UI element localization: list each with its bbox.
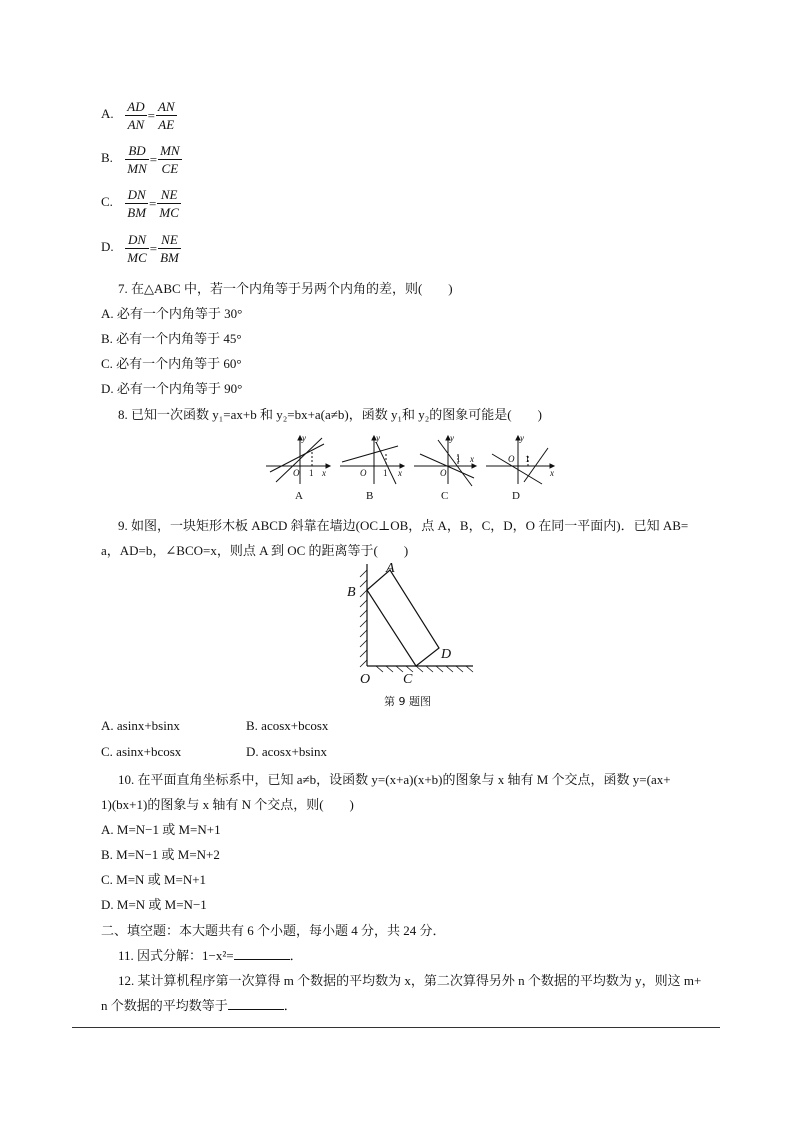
q9-stem-line1: 9. 如图，一块矩形木板 ABCD 斜靠在墙边(OC⊥OB，点 A，B，C，D，O 在同一平面内)．已知 AB= [118, 518, 689, 533]
q9-option-c: C. asinx+bcosx [101, 744, 182, 759]
svg-text:O: O [508, 454, 515, 464]
svg-text:x: x [470, 454, 474, 464]
q9-option-d: D. acosx+bsinx [246, 744, 327, 759]
q9-figure [340, 556, 480, 686]
q12-line2: n 个数据的平均数等于 ． [101, 998, 297, 1013]
fraction: $\frac{DN}{MC}$ [127, 232, 147, 265]
section-heading: 二、填空题：本大题共有 6 个小题，每小题 4 分，共 24 分． [101, 923, 446, 938]
point-o-label: O [360, 672, 371, 686]
q11: 11. 因式分解：1−x²= ． [118, 948, 303, 963]
q6-option-d: D. $\frac{DN}{MC}$ = $\frac{NE}{BM}$ [101, 232, 179, 265]
q6-option-b: B. $\frac{BD}{MN}$ = $\frac{MN}{CE}$ [101, 143, 180, 176]
q12-stem-line1: 12. 某计算机程序第一次算得 m 个数据的平均数为 x，第二次算得另外 n 个数据的平均数为 y，则这 m+ [118, 973, 702, 988]
svg-text:O: O [440, 468, 447, 478]
q9-stem-line2: a，AD=b，∠BCO=x，则点 A 到 OC 的距离等于( ) [101, 543, 409, 558]
point-a-label: A [386, 561, 395, 576]
q7-option: A. 必有一个内角等于 30° [101, 306, 243, 321]
q9-option-a: A. asinx+bsinx [101, 718, 180, 733]
svg-text:y: y [376, 433, 380, 443]
fraction: $\frac{AD}{AN}$ [127, 99, 145, 132]
answer-blank[interactable] [228, 997, 284, 1010]
q10-option: A. M=N−1 或 M=N+1 [101, 822, 221, 837]
svg-text:1: 1 [309, 468, 314, 478]
fraction: $\frac{BD}{MN}$ [127, 143, 147, 176]
q10-option: D. M=N 或 M=N−1 [101, 897, 207, 912]
svg-text:y: y [520, 433, 524, 443]
q12-stem-line2: n 个数据的平均数等于 [101, 998, 228, 1013]
q6-option-c: C. $\frac{DN}{BM}$ = $\frac{NE}{MC}$ [101, 187, 179, 220]
point-d-label: D [441, 647, 452, 662]
svg-text:1: 1 [525, 454, 530, 464]
svg-text:x: x [322, 468, 326, 478]
q8-graphs [262, 432, 562, 490]
q7-stem: 7. 在△ABC 中，若一个内角等于另两个内角的差，则( ) [118, 281, 453, 296]
figure-caption: 第 9 题图 [384, 695, 431, 708]
graph-label-c: C [441, 490, 449, 502]
q11-stem: 11. 因式分解：1−x²= [118, 948, 234, 963]
q10-option: B. M=N−1 或 M=N+2 [101, 847, 220, 862]
graph-label-d: D [512, 490, 520, 502]
point-c-label: C [403, 672, 413, 686]
svg-text:1: 1 [383, 468, 388, 478]
svg-text:x: x [398, 468, 402, 478]
q6-option-a: A. $\frac{AD}{AN}$ = $\frac{AN}{AE}$ [101, 99, 175, 132]
q7-option: B. 必有一个内角等于 45° [101, 331, 242, 346]
graph-c [414, 433, 476, 486]
fraction: $\frac{MN}{CE}$ [160, 143, 180, 176]
q10-stem-line2: 1)(bx+1)的图象与 x 轴有 N 个交点，则( ) [101, 797, 354, 812]
graph-a [266, 433, 330, 484]
svg-text:y: y [450, 433, 454, 443]
svg-text:1: 1 [456, 454, 461, 464]
graph-label-a: A [295, 490, 303, 502]
graph-d [486, 433, 554, 484]
graph-label-b: B [366, 490, 374, 502]
point-b-label: B [347, 585, 356, 600]
fraction: $\frac{NE}{MC}$ [159, 187, 179, 220]
q7-option: C. 必有一个内角等于 60° [101, 356, 242, 371]
q10-stem-line1: 10. 在平面直角坐标系中，已知 a≠b，设函数 y=(x+a)(x+b)的图象与 x 轴有 M 个交点，函数 y=(ax+ [118, 772, 671, 787]
answer-blank[interactable] [234, 947, 290, 960]
fraction: $\frac{DN}{BM}$ [127, 187, 147, 220]
graph-b [340, 433, 404, 484]
q7-option: D. 必有一个内角等于 90° [101, 381, 243, 396]
fraction: $\frac{AN}{AE}$ [157, 99, 175, 132]
svg-text:y: y [302, 433, 306, 443]
svg-text:x: x [550, 468, 554, 478]
q8-stem: 8. 已知一次函数 y₁=ax+b 和 y₂=bx+a(a≠b)，函数 y₁和 y₂的图象可能是( ) [118, 407, 542, 422]
fraction: $\frac{NE}{BM}$ [160, 232, 179, 265]
svg-text:O: O [360, 468, 367, 478]
footer-divider [72, 1027, 720, 1028]
q9-option-b: B. acosx+bcosx [246, 718, 329, 733]
q10-option: C. M=N 或 M=N+1 [101, 872, 207, 887]
svg-text:O: O [293, 468, 300, 478]
